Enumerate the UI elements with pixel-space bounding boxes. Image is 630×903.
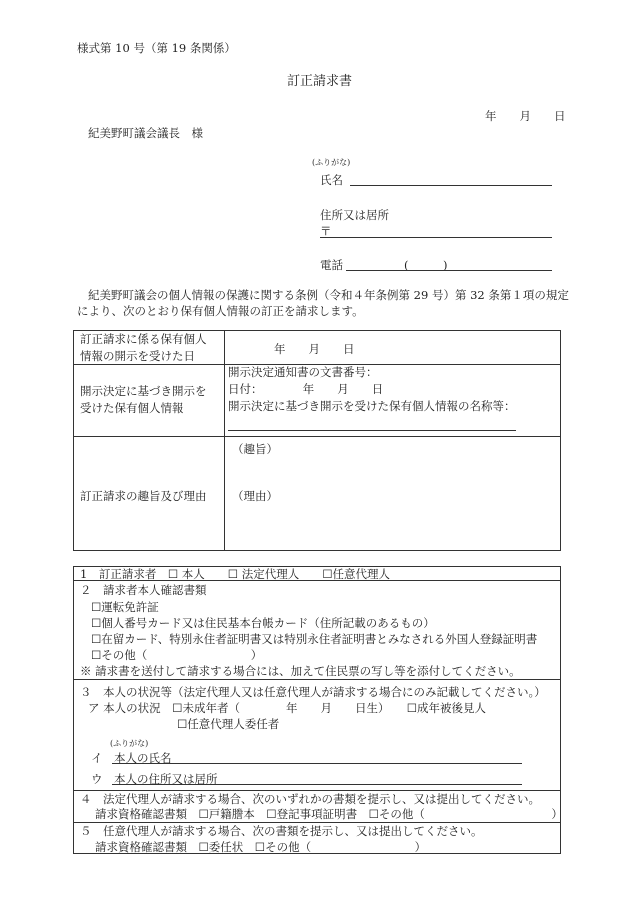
id-documents-title: ２ 請求者本人確認書類 [80,583,207,597]
principal-address-input-line[interactable] [112,784,522,785]
principal-name-furigana: (ふりがな) [110,739,149,748]
document-title: 訂正請求書 [287,74,353,89]
id-option-drivers-license[interactable]: ☐運転免許証 [91,600,159,614]
intro-line-1: 紀美野町議会の個人情報の保護に関する条例（令和４年条例第 29 号）第 32 条第１項の規定 [88,288,569,302]
info-title-input-line[interactable] [228,430,516,431]
principal-address-label: ウ 本人の住所又は居所 [91,772,218,786]
disclosed-info-details [228,364,516,415]
disclosure-date-label: 訂正請求に係る保有個人 情報の開示を受けた日 [80,332,207,363]
table-row-divider [73,436,561,437]
address-input-line[interactable] [320,237,552,238]
legal-agent-docs-options[interactable]: 請求資格確認書類 ☐戸籍謄本 ☐登記事項証明書 ☐その他（ ） [95,807,563,821]
id-option-residence-card[interactable]: ☐在留カード、特別永住者証明書又は特別永住者証明書とみなされる外国人登録証明書 [91,632,538,646]
section-divider [73,679,561,680]
postal-mark: 〒 [320,224,332,238]
voluntary-agent-docs-options[interactable]: 請求資格確認書類 ☐委任状 ☐その他（ ） [95,840,427,854]
name-furigana-label: (ふりがな) [312,158,351,167]
disclosure-notice-date: 日付： 年 月 日 [228,382,384,396]
form-number: 様式第 10 号（第 19 条関係） [77,41,236,55]
purpose-reason-label: 訂正請求の趣旨及び理由 [80,489,207,503]
intro-line-2: により、次のとおり保有個人情報の訂正を請求します。 [77,304,364,318]
addressee: 紀美野町議会議長 様 [88,126,203,140]
principal-status-delegator[interactable]: ☐任意代理人委任者 [177,717,280,731]
requester-type-row[interactable]: 1 訂正請求者 ☐ 本人 ☐ 法定代理人 ☐任意代理人 [80,567,391,581]
id-documents-note: ※ 請求書を送付して請求する場合には、加えて住民票の写し等を添付してください。 [80,664,521,678]
voluntary-agent-docs-title: ５ 任意代理人が請求する場合、次の書類を提示し、又は提出してください。 [80,824,483,838]
principal-name-label: イ 本人の氏名 [91,751,172,765]
phone-area-code: ( ) [404,258,448,272]
disclosed-info-label: 開示決定に基づき開示を 受けた保有個人情報 [80,384,207,415]
info-title-label: 開示決定に基づき開示を受けた保有個人情報の名称等： [228,399,516,413]
name-input-line[interactable] [350,185,552,186]
principal-name-input-line[interactable] [112,763,522,764]
disclosure-date-field[interactable]: 年 月 日 [274,342,355,356]
id-option-my-number-card[interactable]: ☐個人番号カード又は住民基本台帳カード（住所記載のあるもの） [91,616,435,630]
phone-input-line[interactable] [346,270,552,271]
address-label: 住所又は居所 [320,208,389,222]
phone-label: 電話 [320,258,343,272]
principal-status-options[interactable]: ア 本人の状況 ☐未成年者（ 年 月 日生） ☐成年被後見人 [88,701,487,715]
principal-status-title: ３ 本人の状況等（法定代理人又は任意代理人が請求する場合にのみ記載してください。） [80,685,546,699]
name-label: 氏名 [320,173,343,187]
reason-label: （理由） [232,489,278,503]
document-number-label: 開示決定通知書の文書番号： [228,365,378,379]
purpose-label: （趣旨） [232,442,278,456]
date-field[interactable]: 年 月 日 [485,109,566,123]
legal-agent-docs-title: ４ 法定代理人が請求する場合、次のいずれかの書類を提示し、又は提出してください。 [80,792,540,806]
id-option-other[interactable]: ☐その他（ ） [91,648,263,662]
